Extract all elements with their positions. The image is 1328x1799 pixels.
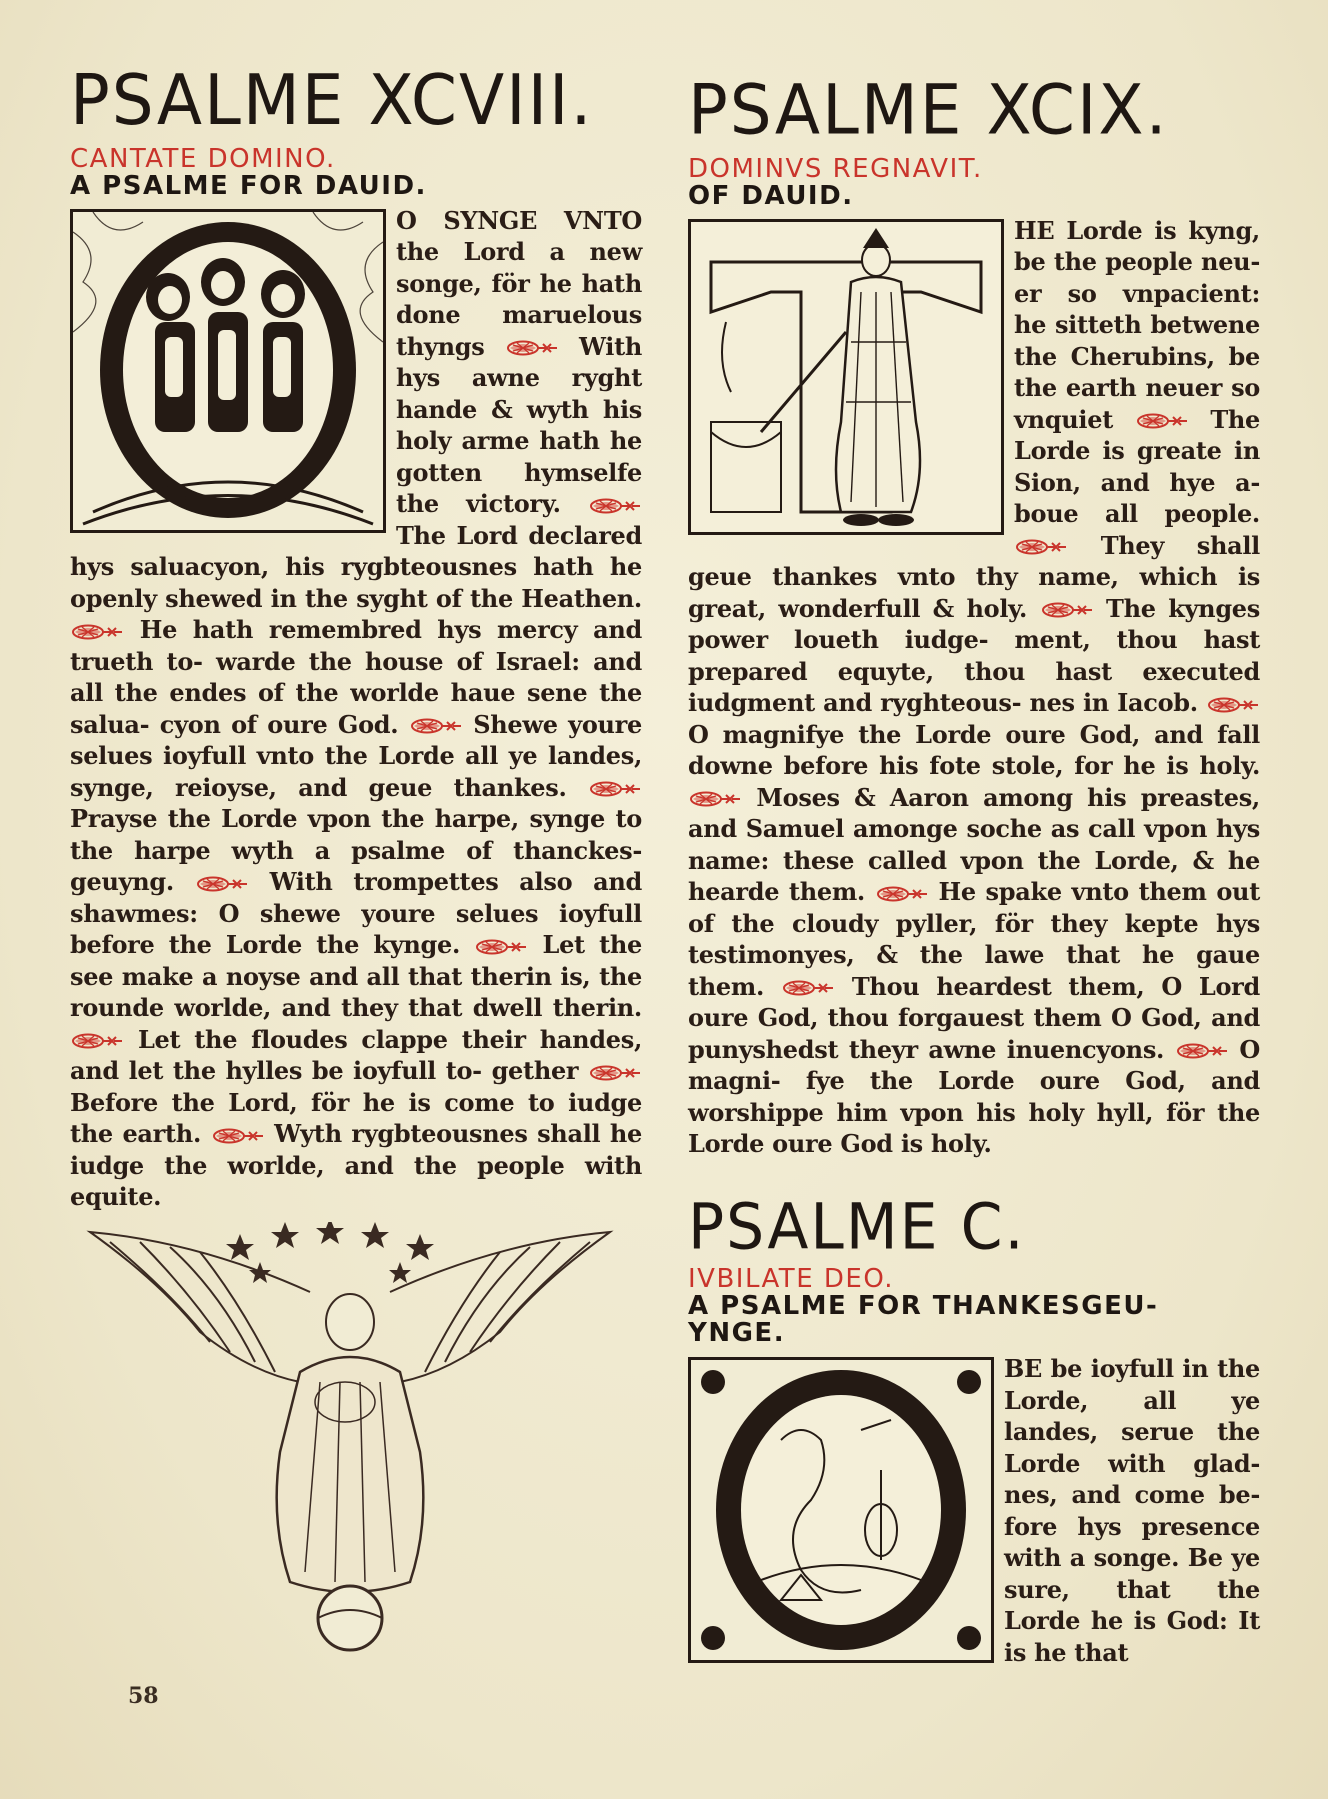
page-number: 58 bbox=[128, 1683, 159, 1709]
red-leaf-ornament-icon bbox=[688, 791, 742, 807]
psalm-98-body: O SYNGE VNTO the Lord a new songe, för he hath done maruelous thyngs With hys awne ryght hande & wyth his holy arme hath he gotten hymselfe the victory. The Lord declared hys saluacyon, his rygbteousnes hath he openly shewed in the syght of the Heathen. He hath remembred hys mercy and trueth to- warde the house of Israel: and all the endes of the worlde haue sene the salua- cyon of oure God. Shewe youre selues ioyfull vnto the Lorde all ye landes, synge, reioyse, and geue thankes. Prayse the Lorde vpon the harpe, synge to the harpe wyth a psalme of thanckes- geuyng. With trompettes also and shawmes: O shewe youre selues ioyfull before the Lorde the kynge. Let the see make a noyse and all that therin is, the rounde worlde, and they that dwell therin. Let the floudes clappe their handes, and let the hylles be ioyfull to- gether Before the Lord, för he is come to iudge the earth. Wyth rygbteousnes shall he iudge the worlde, and the people with equite. bbox=[70, 205, 643, 1212]
initial-o-cherubs bbox=[70, 209, 386, 533]
left-column bbox=[70, 59, 643, 1213]
psalm-100-subtitle-line1: A PSALME FOR THANKESGEU- bbox=[688, 1290, 1159, 1321]
decorated-initial-t-icon bbox=[691, 222, 1001, 532]
psalm-100-subtitle-line2: YNGE. bbox=[688, 1318, 786, 1349]
initial-o-musician bbox=[688, 1357, 994, 1663]
initial-t-king bbox=[688, 219, 1004, 535]
psalm-100-text bbox=[688, 1353, 1260, 1668]
red-leaf-ornament-icon bbox=[70, 624, 124, 640]
red-leaf-ornament-icon bbox=[1014, 539, 1068, 555]
red-leaf-ornament-icon bbox=[588, 781, 642, 797]
psalm-99-subtitle: OF DAUID. bbox=[688, 181, 854, 212]
psalm-100-latin-incipit: IVBILATE DEO. bbox=[688, 1263, 895, 1294]
psalm-98-title: PSALME XCVIII. bbox=[70, 59, 594, 141]
psalm-100-title: PSALME C. bbox=[688, 1190, 1026, 1264]
red-leaf-ornament-icon bbox=[70, 1033, 124, 1049]
red-leaf-ornament-icon bbox=[588, 498, 642, 514]
psalm-100-body: BE be ioyfull in the Lorde, all ye landes, serue the Lorde with glad- nes, and come be- fore hys presence with a songe. Be ye sure, that the Lorde he is God: It is he that bbox=[1004, 1354, 1261, 1667]
red-leaf-ornament-icon bbox=[1040, 602, 1094, 618]
psalm-98-subtitle: A PSALME FOR DAUID. bbox=[70, 171, 427, 202]
red-leaf-ornament-icon bbox=[505, 340, 559, 356]
right-column bbox=[688, 69, 1261, 1668]
red-leaf-ornament-icon bbox=[588, 1065, 642, 1081]
red-leaf-ornament-icon bbox=[409, 718, 463, 734]
red-leaf-ornament-icon bbox=[1175, 1043, 1229, 1059]
red-leaf-ornament-icon bbox=[1206, 697, 1260, 713]
psalm-99-body: HE Lorde is kyng, be the people neu- er so vnpacient: he sitteth betwene the Cherubins, be the earth neuer so vnquiet The Lorde is greate in Sion, and hye a- boue all people. They shall geue thankes vnto thy name, which is great, wonderfull & holy. The kynges power loueth iudge- ment, thou hast prepared equyte, thou hast executed iudgment and ryghteous- nes in Iacob. O magnifye the Lorde oure God, and fall downe before his fote stole, for he is holy. Moses & Aaron among his preastes, and Samuel amonge soche as call vpon hys name: these called vpon the Lorde, & he hearde them. He spake vnto them out of the cloudy pyller, för they kepte hys testimonyes, & the lawe that he gaue them. Thou heardest them, O Lord oure God, thou forgauest them O God, and punyshedst theyr awne inuencyons. O magni- fye the Lorde oure God, and worshippe him vpon his holy hyll, för the Lorde oure God is holy. bbox=[688, 215, 1261, 1159]
angel-illustration bbox=[80, 1222, 620, 1662]
red-leaf-ornament-icon bbox=[211, 1128, 265, 1144]
psalm-98-text bbox=[70, 205, 642, 1213]
red-leaf-ornament-icon bbox=[875, 886, 929, 902]
red-leaf-ornament-icon bbox=[474, 939, 528, 955]
psalm-98-latin-incipit: CANTATE DOMINO. bbox=[70, 144, 336, 174]
red-leaf-ornament-icon bbox=[195, 876, 249, 892]
decorated-initial-o-icon bbox=[73, 212, 383, 530]
red-leaf-ornament-icon bbox=[781, 980, 835, 996]
psalm-99-title: PSALME XCIX. bbox=[688, 69, 1169, 151]
red-leaf-ornament-icon bbox=[1135, 413, 1189, 429]
psalm-99-text bbox=[688, 215, 1260, 1160]
decorated-initial-o-musician-icon bbox=[691, 1360, 991, 1660]
psalm-99-latin-incipit: DOMINVS REGNAVIT. bbox=[688, 154, 983, 184]
